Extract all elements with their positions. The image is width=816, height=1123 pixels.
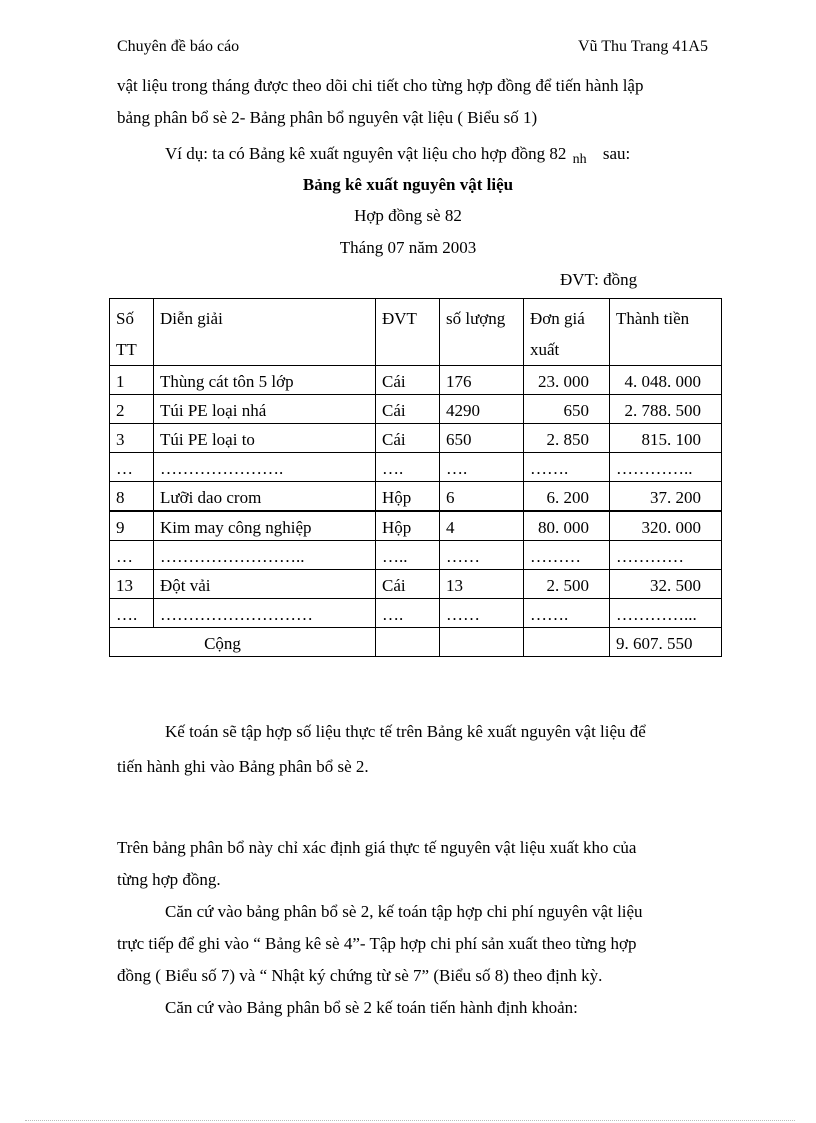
table-row [110,570,722,599]
cell-unit: Cái [376,570,440,599]
cell-unit: Hộp [376,482,440,512]
header-stt-line1: Số [116,309,134,328]
cell-unit: …. [376,599,440,628]
cell-amount: 815. 100 [610,424,722,453]
cell-stt: 3 [110,424,154,453]
cell-price: ……. [524,453,610,482]
cell-qty: 176 [440,366,524,395]
cell-desc: …………………. [154,453,376,482]
paragraph-1-line-1: Kế toán sẽ tập hợp số liệu thực tế trên Bảng kê xuất nguyên vật liệu để [165,722,646,741]
table-total-row [110,628,722,657]
header-price-line2: xuất [530,340,560,359]
total-empty-unit [376,628,440,657]
contract-label: Hợp đồng sè 82 [354,206,462,225]
header-unit: ĐVT [376,299,440,366]
table-row [110,541,722,570]
cell-price: 650 [524,395,610,424]
page-bottom-divider [25,1120,795,1121]
cell-price: 2. 850 [524,424,610,453]
total-label: Cộng [110,628,376,657]
cell-desc: Thùng cát tôn 5 lớp [154,366,376,395]
header-desc: Diễn giải [154,299,376,366]
total-amount: 9. 607. 550 [610,628,722,657]
header-qty: số lượng [440,299,524,366]
intro-line-1: vật liệu trong tháng được theo dõi chi tiết cho từng hợp đồng để tiến hành lập [117,76,644,95]
header-price-line1: Đơn giá [530,309,585,328]
cell-unit: ….. [376,541,440,570]
cell-stt: 8 [110,482,154,512]
cell-unit: Cái [376,366,440,395]
cell-price: ……… [524,541,610,570]
material-issue-table [109,298,722,657]
cell-stt: 13 [110,570,154,599]
cell-qty: …. [440,453,524,482]
cell-stt: 1 [110,366,154,395]
cell-desc: Túi PE loại nhá [154,395,376,424]
paragraph-2-line-1: Trên bảng phân bổ này chỉ xác định giá thực tế nguyên vật liệu xuất kho của [117,838,637,857]
cell-amount: 4. 048. 000 [610,366,722,395]
table-row [110,482,722,512]
cell-desc: …………………….. [154,541,376,570]
total-empty-price [524,628,610,657]
paragraph-3-line-3: đồng ( Biểu số 7) và “ Nhật ký chứng từ sè 7” (Biểu số 8) theo định kỳ. [117,966,603,985]
paragraph-1-line-2: tiến hành ghi vào Bảng phân bổ sè 2. [117,757,369,776]
header-amount: Thành tiền [610,299,722,366]
example-line [165,144,631,167]
cell-qty: 4 [440,511,524,541]
cell-qty: …… [440,599,524,628]
total-empty-qty [440,628,524,657]
cell-stt: … [110,541,154,570]
header-stt [110,299,154,366]
table-row [110,599,722,628]
example-after: sau: [602,144,631,163]
cell-amount: ………… [610,541,722,570]
table-row [110,395,722,424]
cell-amount: 2. 788. 500 [610,395,722,424]
intro-line-2: bảng phân bổ sè 2- Bảng phân bổ nguyên vật liệu ( Biểu số 1) [117,108,538,127]
unit-label: ĐVT: đồng [560,270,638,289]
cell-stt: 9 [110,511,154,541]
cell-desc: Lưỡi dao crom [154,482,376,512]
table-row [110,511,722,541]
cell-unit: Hộp [376,511,440,541]
example-subscript: nh [572,152,587,167]
cell-qty: 4290 [440,395,524,424]
cell-price: 6. 200 [524,482,610,512]
month-label: Tháng 07 năm 2003 [339,238,477,257]
paragraph-3-line-1: Căn cứ vào bảng phân bổ sè 2, kế toán tập hợp chi phí nguyên vật liệu [165,902,643,921]
cell-amount: 37. 200 [610,482,722,512]
table-row [110,366,722,395]
table-header-row [110,299,722,366]
cell-stt: … [110,453,154,482]
paragraph-3-line-2: trực tiếp để ghi vào “ Bảng kê sè 4”- Tập hợp chi phí sản xuất theo từng hợp [117,934,637,953]
paragraph-2-line-2: từng hợp đồng. [117,870,221,889]
header-stt-line2: TT [116,340,137,359]
example-text: Ví dụ: ta có Bảng kê xuất nguyên vật liệu cho hợp đồng 82 [165,144,567,163]
cell-desc: Túi PE loại to [154,424,376,453]
table-row [110,424,722,453]
cell-stt: 2 [110,395,154,424]
cell-price: ……. [524,599,610,628]
cell-amount: 32. 500 [610,570,722,599]
cell-amount: 320. 000 [610,511,722,541]
cell-qty: 650 [440,424,524,453]
cell-desc: Kim may công nghiệp [154,511,376,541]
cell-qty: …… [440,541,524,570]
cell-unit: …. [376,453,440,482]
cell-unit: Cái [376,395,440,424]
cell-price: 80. 000 [524,511,610,541]
page-header-right: Vũ Thu Trang 41A5 [578,38,708,55]
cell-price: 23. 000 [524,366,610,395]
table-row [110,453,722,482]
cell-desc: Đột vải [154,570,376,599]
cell-unit: Cái [376,424,440,453]
table-title: Bảng kê xuất nguyên vật liệu [302,175,514,194]
cell-qty: 13 [440,570,524,599]
cell-qty: 6 [440,482,524,512]
page-header-left: Chuyên đề báo cáo [117,38,240,55]
paragraph-4-line-1: Căn cứ vào Bảng phân bổ sè 2 kế toán tiến hành định khoản: [165,998,578,1017]
cell-desc: ……………………… [154,599,376,628]
cell-price: 2. 500 [524,570,610,599]
header-price [524,299,610,366]
cell-amount: ………….. [610,453,722,482]
cell-amount: …………... [610,599,722,628]
cell-stt: …. [110,599,154,628]
